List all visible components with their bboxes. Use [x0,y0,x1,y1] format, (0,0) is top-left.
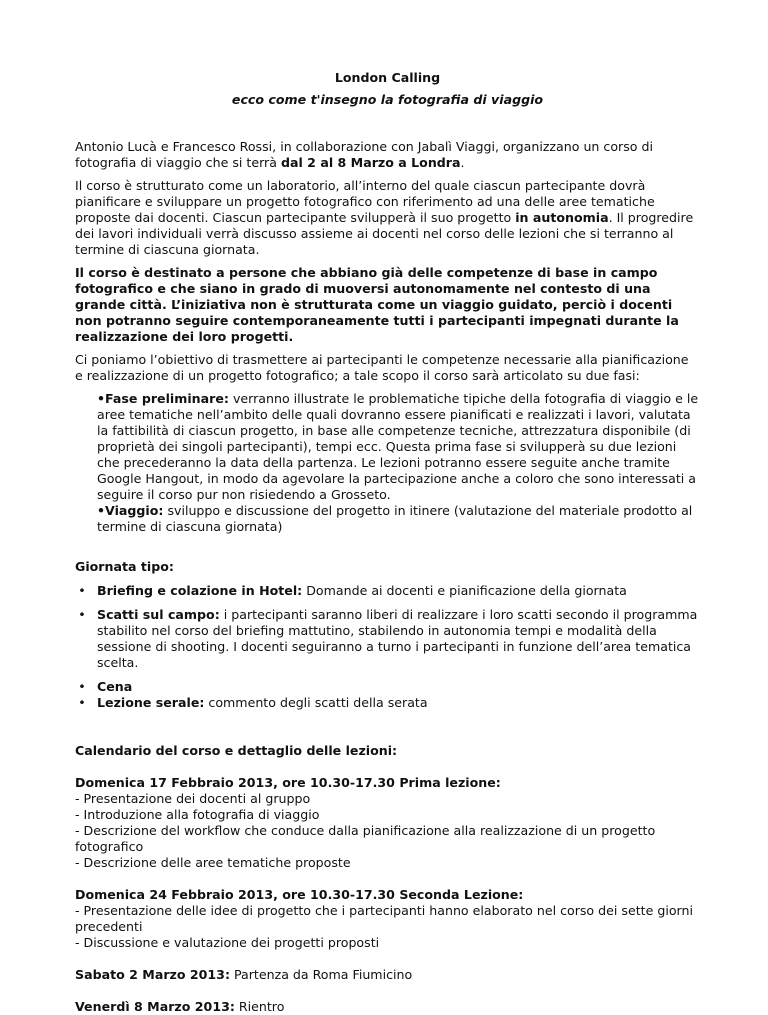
departure-text: Partenza da Roma Fiumicino [229,967,413,982]
lesson2-list [75,903,700,951]
phase-text: verranno illustrate le problematiche tipiche della fotografia di viaggio e le aree tematiche nell’ambito delle quali dovranno essere pianificati e realizzati i lavori, valutata la fattibilità di ciascun progetto, in base alle competenze tecniche, attrezzatura disponibile (di proprietà dei singoli partecipanti), tempi ecc. Questa prima fase si svilupperà su due lezioni che precederanno la data della partenza. Le lezioni potranno essere seguite anche tramite Google Hangout, in modo da agevolare la partecipazione anche a coloro che sono interessati a seguire il corso pur non risiedendo a Grosseto. [97,391,699,502]
list-item: - Introduzione alla fotografia di viaggio [75,807,320,822]
document-content [75,62,700,1015]
structure-text: Il corso è strutturato come un laboratorio, all’interno del quale ciascun partecipante dovrà pianificare e sviluppare un progetto fotografico con riferimento ad una delle aree tematiche proposte dai docenti. Ciascun partecipante svilupperà il suo progetto [75,178,655,225]
phases-block [97,391,700,535]
list-item: - Presentazione delle idee di progetto che i partecipanti hanno elaborato nel corso dei sette giorni precedenti [75,903,693,934]
structure-paragraph [75,178,700,258]
list-item: • Cena [78,679,133,694]
item-label: Lezione serale: [97,695,205,710]
phase-label: •Fase preliminare: [97,391,229,406]
intro-paragraph [75,139,700,171]
lesson1-list [75,791,700,871]
list-item: • Briefing e colazione in Hotel: Domande ai docenti e pianificazione della giornata [78,583,627,598]
document-title: London Calling [334,70,441,85]
phase-preliminary [97,391,700,503]
item-label: Scatti sul campo: [97,607,220,622]
list-item: - Descrizione del workflow che conduce dalla pianificazione alla realizzazione di un progetto fotografico [75,823,656,854]
structure-emphasis: in autonomia [515,210,609,225]
calendar-heading: Calendario del corso e dettaglio delle lezioni: [75,743,398,758]
return-line [75,999,700,1015]
list-item: - Descrizione delle aree tematiche proposte [75,855,351,870]
notice-paragraph: Il corso è destinato a persone che abbiano già delle competenze di base in campo fotografico e che siano in grado di muoversi autonomamente nel contesto di una grande città. L’iniziativa non è strutturata come un viaggio guidato, perciò i docenti non potranno seguire contemporaneamente tutti i partecipanti impegnati durante la realizzazione dei loro progetti. [75,265,679,344]
list-item: • Scatti sul campo: i partecipanti saranno liberi di realizzare i loro scatti secondo il programma stabilito nel corso del briefing mattutino, stabilendo in autonomia tempi e modalità della sessione di shooting. I docenti seguiranno a turno i partecipanti in funzione dell’area tematica scelta. [78,607,698,670]
intro-dates: dal 2 al 8 Marzo a Londra [280,155,461,170]
item-text: i partecipanti saranno liberi di realizzare i loro scatti secondo il programma stabilito nel corso del briefing mattutino, stabilendo in autonomia tempi e modalità della sessione di shooting. I docenti seguiranno a turno i partecipanti in funzione dell’area tematica scelta. [97,607,698,670]
list-item: - Presentazione dei docenti al gruppo [75,791,311,806]
list-item: - Discussione e valutazione dei progetti proposti [75,935,380,950]
item-text: commento degli scatti della serata [204,695,428,710]
phase-trip [97,503,700,535]
day-heading: Giornata tipo: [75,559,174,574]
day-list [75,583,700,711]
structure-end: . Il progredire dei lavori individuali verrà discusso assieme ai docenti nel corso delle lezioni che si terranno al termine di ciascuna giornata. [75,210,694,257]
list-item: • Lezione serale: commento degli scatti della serata [78,695,428,710]
phase-text: sviluppo e discussione del progetto in itinere (valutazione del materiale prodotto al termine di ciascuna giornata) [97,503,693,534]
lesson2-title: Domenica 24 Febbraio 2013, ore 10.30-17.30 Seconda Lezione: [75,887,524,902]
lesson1-title: Domenica 17 Febbraio 2013, ore 10.30-17.30 Prima lezione: [75,775,501,790]
intro-end: . [460,155,465,170]
departure-date: Sabato 2 Marzo 2013: [75,967,230,982]
departure-line [75,967,700,983]
objective-paragraph: Ci poniamo l’obiettivo di trasmettere ai partecipanti le competenze necessarie alla pianificazione e realizzazione di un progetto fotografico; a tale scopo il corso sarà articolato su due fasi: [75,352,689,383]
return-text: Rientro [234,999,285,1014]
return-date: Venerdì 8 Marzo 2013: [75,999,235,1014]
item-label: Briefing e colazione in Hotel: [97,583,303,598]
item-text: Domande ai docenti e pianificazione della giornata [302,583,627,598]
phase-label: •Viaggio: [97,503,164,518]
item-label: Cena [97,679,133,694]
document-subtitle: ecco come t'insegno la fotografia di viaggio [231,92,544,107]
intro-text: Antonio Lucà e Francesco Rossi, in collaborazione con Jabalì Viaggi, organizzano un corso di fotografia di viaggio che si terrà [75,139,653,170]
